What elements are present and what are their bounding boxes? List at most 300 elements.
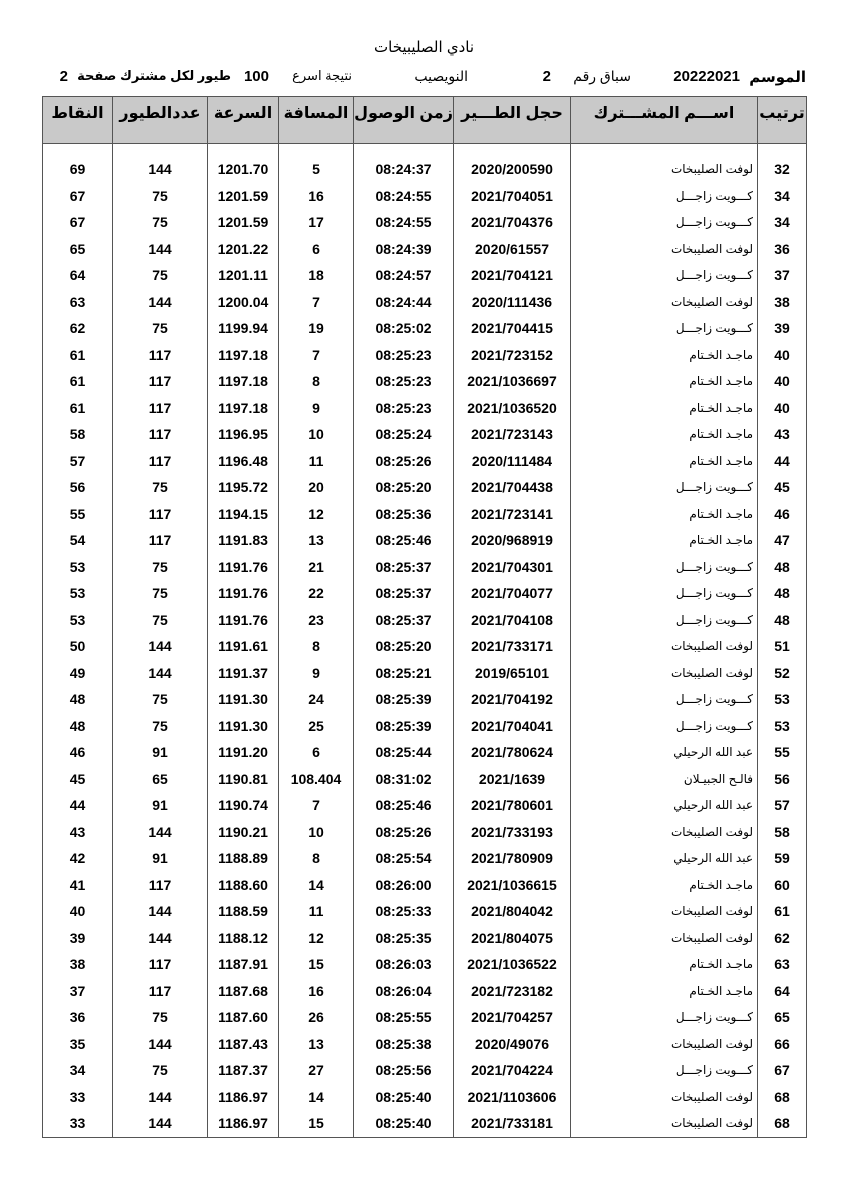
speed-cell: 1196.95 xyxy=(208,421,279,448)
rank-cell: 53 xyxy=(758,686,807,713)
table-row xyxy=(43,792,807,819)
table-row xyxy=(43,315,807,342)
ring-cell: 2021/1036697 xyxy=(454,368,571,395)
speed-cell: 1191.76 xyxy=(208,607,279,634)
distance-cell: 15 xyxy=(279,1110,354,1137)
speed-cell: 1191.30 xyxy=(208,686,279,713)
distance-cell: 12 xyxy=(279,501,354,528)
points-cell: 64 xyxy=(43,262,113,289)
speed-cell: 1199.94 xyxy=(208,315,279,342)
participant-cell: كـــويت زاجـــل xyxy=(571,209,758,236)
arrival-time-cell: 08:25:23 xyxy=(354,368,454,395)
participant-cell: ماجـد الخـتام xyxy=(571,395,758,422)
points-cell: 42 xyxy=(43,845,113,872)
birds-count-cell: 117 xyxy=(113,368,208,395)
table-row xyxy=(43,951,807,978)
arrival-time-cell: 08:25:39 xyxy=(354,713,454,740)
speed-cell: 1191.76 xyxy=(208,580,279,607)
distance-cell: 26 xyxy=(279,1004,354,1031)
participant-cell: عبد الله الرحيلي xyxy=(571,845,758,872)
birds-count-cell: 75 xyxy=(113,686,208,713)
spacer-cell xyxy=(758,144,807,157)
speed-cell: 1195.72 xyxy=(208,474,279,501)
speed-cell: 1191.20 xyxy=(208,739,279,766)
participant-cell: كـــويت زاجـــل xyxy=(571,713,758,740)
speed-cell: 1201.22 xyxy=(208,236,279,263)
speed-cell: 1186.97 xyxy=(208,1084,279,1111)
table-row xyxy=(43,845,807,872)
points-cell: 50 xyxy=(43,633,113,660)
ring-cell: 2021/723143 xyxy=(454,421,571,448)
table-row xyxy=(43,1004,807,1031)
distance-cell: 23 xyxy=(279,607,354,634)
table-row xyxy=(43,342,807,369)
ring-cell: 2019/65101 xyxy=(454,660,571,687)
points-cell: 44 xyxy=(43,792,113,819)
distance-cell: 7 xyxy=(279,792,354,819)
speed-cell: 1201.70 xyxy=(208,156,279,183)
arrival-time-cell: 08:25:40 xyxy=(354,1084,454,1111)
speed-cell: 1201.59 xyxy=(208,183,279,210)
ring-cell: 2021/733193 xyxy=(454,819,571,846)
points-cell: 55 xyxy=(43,501,113,528)
participant-cell: ماجـد الخـتام xyxy=(571,421,758,448)
spacer-cell xyxy=(454,144,571,157)
birds-count-cell: 144 xyxy=(113,1031,208,1058)
distance-cell: 10 xyxy=(279,819,354,846)
ring-cell: 2021/780601 xyxy=(454,792,571,819)
table-row xyxy=(43,1057,807,1084)
points-cell: 48 xyxy=(43,686,113,713)
birds-count-cell: 75 xyxy=(113,474,208,501)
ring-cell: 2021/733181 xyxy=(454,1110,571,1137)
ring-cell: 2021/1639 xyxy=(454,766,571,793)
arrival-time-cell: 08:25:37 xyxy=(354,554,454,581)
distance-cell: 7 xyxy=(279,342,354,369)
participant-cell: لوفت الصليبخات xyxy=(571,925,758,952)
arrival-time-cell: 08:25:54 xyxy=(354,845,454,872)
birds-count-cell: 144 xyxy=(113,819,208,846)
participant-cell: لوفت الصليبخات xyxy=(571,819,758,846)
speed-cell: 1190.81 xyxy=(208,766,279,793)
arrival-time-cell: 08:25:40 xyxy=(354,1110,454,1137)
participant-cell: ماجـد الخـتام xyxy=(571,448,758,475)
birds-count-cell: 144 xyxy=(113,633,208,660)
rank-cell: 65 xyxy=(758,1004,807,1031)
rank-cell: 61 xyxy=(758,898,807,925)
arrival-time-header: زمن الوصول xyxy=(354,97,454,144)
birds-count-cell: 117 xyxy=(113,978,208,1005)
birds-count-cell: 75 xyxy=(113,713,208,740)
participant-cell: كـــويت زاجـــل xyxy=(571,1057,758,1084)
speed-cell: 1194.15 xyxy=(208,501,279,528)
spacer-cell xyxy=(354,144,454,157)
participant-cell: كـــويت زاجـــل xyxy=(571,474,758,501)
participant-cell: لوفت الصليبخات xyxy=(571,1110,758,1137)
distance-cell: 15 xyxy=(279,951,354,978)
arrival-time-cell: 08:25:24 xyxy=(354,421,454,448)
participant-cell: لوفت الصليبخات xyxy=(571,633,758,660)
participant-cell: ماجـد الخـتام xyxy=(571,368,758,395)
arrival-time-cell: 08:25:20 xyxy=(354,633,454,660)
distance-cell: 6 xyxy=(279,236,354,263)
table-row xyxy=(43,554,807,581)
ring-cell: 2021/1103606 xyxy=(454,1084,571,1111)
points-cell: 62 xyxy=(43,315,113,342)
distance-cell: 20 xyxy=(279,474,354,501)
table-body xyxy=(43,144,807,1138)
rank-cell: 38 xyxy=(758,289,807,316)
ring-cell: 2020/111436 xyxy=(454,289,571,316)
participant-cell: كـــويت زاجـــل xyxy=(571,262,758,289)
arrival-time-cell: 08:25:02 xyxy=(354,315,454,342)
spacer-cell xyxy=(113,144,208,157)
distance-cell: 9 xyxy=(279,660,354,687)
spacer-row xyxy=(43,144,807,157)
table-row xyxy=(43,739,807,766)
speed-cell: 1187.68 xyxy=(208,978,279,1005)
rank-cell: 63 xyxy=(758,951,807,978)
speed-cell: 1186.97 xyxy=(208,1110,279,1137)
arrival-time-cell: 08:26:00 xyxy=(354,872,454,899)
distance-cell: 13 xyxy=(279,527,354,554)
spacer-cell xyxy=(279,144,354,157)
arrival-time-cell: 08:25:23 xyxy=(354,342,454,369)
arrival-time-cell: 08:25:26 xyxy=(354,819,454,846)
birds-count-cell: 65 xyxy=(113,766,208,793)
arrival-time-cell: 08:24:37 xyxy=(354,156,454,183)
rank-cell: 67 xyxy=(758,1057,807,1084)
distance-cell: 18 xyxy=(279,262,354,289)
table-row xyxy=(43,766,807,793)
birds-count-cell: 75 xyxy=(113,1057,208,1084)
participant-cell: كـــويت زاجـــل xyxy=(571,607,758,634)
arrival-time-cell: 08:25:55 xyxy=(354,1004,454,1031)
table-row xyxy=(43,872,807,899)
table-row xyxy=(43,686,807,713)
ring-cell: 2021/704301 xyxy=(454,554,571,581)
arrival-time-cell: 08:26:04 xyxy=(354,978,454,1005)
rank-cell: 45 xyxy=(758,474,807,501)
rank-cell: 43 xyxy=(758,421,807,448)
ring-cell: 2021/704438 xyxy=(454,474,571,501)
table-row xyxy=(43,183,807,210)
birds-count-cell: 117 xyxy=(113,501,208,528)
arrival-time-cell: 08:25:20 xyxy=(354,474,454,501)
table-row xyxy=(43,819,807,846)
ring-cell: 2020/200590 xyxy=(454,156,571,183)
participant-cell: كـــويت زاجـــل xyxy=(571,580,758,607)
speed-cell: 1190.74 xyxy=(208,792,279,819)
distance-cell: 8 xyxy=(279,845,354,872)
rank-cell: 39 xyxy=(758,315,807,342)
rank-cell: 47 xyxy=(758,527,807,554)
arrival-time-cell: 08:25:36 xyxy=(354,501,454,528)
arrival-time-cell: 08:26:03 xyxy=(354,951,454,978)
ring-cell: 2021/704108 xyxy=(454,607,571,634)
points-cell: 39 xyxy=(43,925,113,952)
points-cell: 33 xyxy=(43,1110,113,1137)
participant-cell: كـــويت زاجـــل xyxy=(571,554,758,581)
rank-cell: 58 xyxy=(758,819,807,846)
distance-cell: 21 xyxy=(279,554,354,581)
participant-cell: فالـح الجبيـلان xyxy=(571,766,758,793)
participant-cell: كـــويت زاجـــل xyxy=(571,183,758,210)
rank-cell: 60 xyxy=(758,872,807,899)
birds-count-cell: 75 xyxy=(113,183,208,210)
distance-cell: 27 xyxy=(279,1057,354,1084)
ring-cell: 2021/704051 xyxy=(454,183,571,210)
speed-cell: 1191.30 xyxy=(208,713,279,740)
rank-cell: 40 xyxy=(758,342,807,369)
table-row xyxy=(43,978,807,1005)
rank-cell: 40 xyxy=(758,395,807,422)
result-label: نتيجة اسرع xyxy=(292,68,352,83)
ring-cell: 2020/61557 xyxy=(454,236,571,263)
table-row xyxy=(43,368,807,395)
points-cell: 45 xyxy=(43,766,113,793)
rank-cell: 68 xyxy=(758,1084,807,1111)
rank-cell: 34 xyxy=(758,183,807,210)
table-row xyxy=(43,156,807,183)
rank-cell: 32 xyxy=(758,156,807,183)
speed-header: السرعة xyxy=(208,97,279,144)
ring-cell: 2020/111484 xyxy=(454,448,571,475)
table-row xyxy=(43,713,807,740)
table-row xyxy=(43,898,807,925)
birds-count-cell: 144 xyxy=(113,289,208,316)
table-row xyxy=(43,474,807,501)
participant-cell: ماجـد الخـتام xyxy=(571,342,758,369)
arrival-time-cell: 08:24:55 xyxy=(354,209,454,236)
birds-count-cell: 91 xyxy=(113,739,208,766)
table-row xyxy=(43,1110,807,1137)
birds-count-cell: 91 xyxy=(113,792,208,819)
ring-cell: 2021/704224 xyxy=(454,1057,571,1084)
ring-cell: 2020/968919 xyxy=(454,527,571,554)
points-cell: 35 xyxy=(43,1031,113,1058)
participant-cell: ماجـد الخـتام xyxy=(571,978,758,1005)
per-page-label: طيور لكل مشترك صفحة xyxy=(77,68,231,83)
arrival-time-cell: 08:25:35 xyxy=(354,925,454,952)
distance-cell: 8 xyxy=(279,368,354,395)
page-number: 2 xyxy=(59,68,68,85)
rank-cell: 68 xyxy=(758,1110,807,1137)
rank-cell: 53 xyxy=(758,713,807,740)
participant-cell: لوفت الصليبخات xyxy=(571,156,758,183)
ring-header: حجل الطـــير xyxy=(454,97,571,144)
points-cell: 41 xyxy=(43,872,113,899)
rank-cell: 48 xyxy=(758,580,807,607)
speed-cell: 1188.59 xyxy=(208,898,279,925)
points-cell: 61 xyxy=(43,395,113,422)
table-row xyxy=(43,580,807,607)
race-location: النويصيب xyxy=(414,68,468,84)
participant-cell: كـــويت زاجـــل xyxy=(571,1004,758,1031)
speed-cell: 1191.61 xyxy=(208,633,279,660)
points-cell: 40 xyxy=(43,898,113,925)
distance-cell: 22 xyxy=(279,580,354,607)
ring-cell: 2021/1036615 xyxy=(454,872,571,899)
birds-count-cell: 75 xyxy=(113,209,208,236)
distance-cell: 108.404 xyxy=(279,766,354,793)
speed-cell: 1187.91 xyxy=(208,951,279,978)
arrival-time-cell: 08:25:37 xyxy=(354,580,454,607)
distance-cell: 17 xyxy=(279,209,354,236)
table-row xyxy=(43,660,807,687)
speed-cell: 1197.18 xyxy=(208,342,279,369)
points-cell: 61 xyxy=(43,342,113,369)
club-title: نادي الصليبيخات xyxy=(374,39,474,56)
birds-count-header: عددالطيور xyxy=(113,97,208,144)
distance-cell: 10 xyxy=(279,421,354,448)
table-header-row xyxy=(43,97,807,144)
speed-cell: 1200.04 xyxy=(208,289,279,316)
speed-cell: 1197.18 xyxy=(208,395,279,422)
points-cell: 57 xyxy=(43,448,113,475)
participant-cell: لوفت الصليبخات xyxy=(571,289,758,316)
distance-cell: 6 xyxy=(279,739,354,766)
ring-cell: 2021/704121 xyxy=(454,262,571,289)
table-row xyxy=(43,262,807,289)
table-row xyxy=(43,209,807,236)
speed-cell: 1187.37 xyxy=(208,1057,279,1084)
arrival-time-cell: 08:25:46 xyxy=(354,527,454,554)
birds-count-cell: 144 xyxy=(113,1110,208,1137)
birds-count-cell: 117 xyxy=(113,951,208,978)
points-cell: 43 xyxy=(43,819,113,846)
participant-cell: لوفت الصليبخات xyxy=(571,236,758,263)
spacer-cell xyxy=(43,144,113,157)
participant-cell: عبد الله الرحيلي xyxy=(571,739,758,766)
birds-count-cell: 117 xyxy=(113,527,208,554)
spacer-cell xyxy=(571,144,758,157)
distance-header: المسافة xyxy=(279,97,354,144)
arrival-time-cell: 08:25:33 xyxy=(354,898,454,925)
birds-count-cell: 144 xyxy=(113,898,208,925)
birds-count-cell: 75 xyxy=(113,607,208,634)
birds-count-cell: 144 xyxy=(113,236,208,263)
rank-cell: 40 xyxy=(758,368,807,395)
arrival-time-cell: 08:25:21 xyxy=(354,660,454,687)
rank-header: ترتيب xyxy=(758,97,807,144)
arrival-time-cell: 08:24:44 xyxy=(354,289,454,316)
table-row xyxy=(43,1084,807,1111)
race-number: 2 xyxy=(542,68,551,85)
rank-cell: 37 xyxy=(758,262,807,289)
arrival-time-cell: 08:25:38 xyxy=(354,1031,454,1058)
points-cell: 63 xyxy=(43,289,113,316)
ring-cell: 2021/780624 xyxy=(454,739,571,766)
ring-cell: 2021/1036520 xyxy=(454,395,571,422)
participant-cell: كـــويت زاجـــل xyxy=(571,315,758,342)
points-cell: 49 xyxy=(43,660,113,687)
rank-cell: 66 xyxy=(758,1031,807,1058)
table-row xyxy=(43,1031,807,1058)
points-cell: 34 xyxy=(43,1057,113,1084)
table-row xyxy=(43,395,807,422)
participant-header: اســـم المشـــترك xyxy=(571,97,758,144)
arrival-time-cell: 08:24:39 xyxy=(354,236,454,263)
birds-count-cell: 75 xyxy=(113,554,208,581)
ring-cell: 2020/49076 xyxy=(454,1031,571,1058)
points-cell: 67 xyxy=(43,209,113,236)
speed-cell: 1188.89 xyxy=(208,845,279,872)
birds-count-cell: 117 xyxy=(113,342,208,369)
rank-cell: 59 xyxy=(758,845,807,872)
ring-cell: 2021/804042 xyxy=(454,898,571,925)
birds-count-cell: 117 xyxy=(113,395,208,422)
birds-count-cell: 144 xyxy=(113,660,208,687)
arrival-time-cell: 08:25:56 xyxy=(354,1057,454,1084)
points-cell: 53 xyxy=(43,607,113,634)
season-value: 20222021 xyxy=(673,68,740,85)
points-cell: 33 xyxy=(43,1084,113,1111)
rank-cell: 44 xyxy=(758,448,807,475)
distance-cell: 13 xyxy=(279,1031,354,1058)
distance-cell: 24 xyxy=(279,686,354,713)
speed-cell: 1191.37 xyxy=(208,660,279,687)
distance-cell: 14 xyxy=(279,1084,354,1111)
birds-count-cell: 144 xyxy=(113,156,208,183)
points-cell: 38 xyxy=(43,951,113,978)
table-row xyxy=(43,607,807,634)
table-row xyxy=(43,501,807,528)
points-cell: 65 xyxy=(43,236,113,263)
rank-cell: 48 xyxy=(758,554,807,581)
speed-cell: 1190.21 xyxy=(208,819,279,846)
distance-cell: 19 xyxy=(279,315,354,342)
speed-cell: 1188.60 xyxy=(208,872,279,899)
participant-cell: عبد الله الرحيلي xyxy=(571,792,758,819)
arrival-time-cell: 08:25:39 xyxy=(354,686,454,713)
ring-cell: 2021/723141 xyxy=(454,501,571,528)
arrival-time-cell: 08:25:37 xyxy=(354,607,454,634)
table-row xyxy=(43,633,807,660)
distance-cell: 12 xyxy=(279,925,354,952)
participant-cell: ماجـد الخـتام xyxy=(571,527,758,554)
birds-count-cell: 91 xyxy=(113,845,208,872)
speed-cell: 1197.18 xyxy=(208,368,279,395)
points-cell: 67 xyxy=(43,183,113,210)
spacer-cell xyxy=(208,144,279,157)
rank-cell: 56 xyxy=(758,766,807,793)
points-cell: 53 xyxy=(43,580,113,607)
points-cell: 37 xyxy=(43,978,113,1005)
race-label: سباق رقم xyxy=(573,68,631,84)
participant-cell: ماجـد الخـتام xyxy=(571,872,758,899)
distance-cell: 16 xyxy=(279,978,354,1005)
birds-count-cell: 75 xyxy=(113,580,208,607)
points-cell: 46 xyxy=(43,739,113,766)
participant-cell: لوفت الصليبخات xyxy=(571,1084,758,1111)
points-cell: 54 xyxy=(43,527,113,554)
speed-cell: 1187.60 xyxy=(208,1004,279,1031)
speed-cell: 1188.12 xyxy=(208,925,279,952)
distance-cell: 16 xyxy=(279,183,354,210)
birds-count-cell: 75 xyxy=(113,315,208,342)
table-row xyxy=(43,448,807,475)
points-cell: 36 xyxy=(43,1004,113,1031)
distance-cell: 5 xyxy=(279,156,354,183)
points-header: النقاط xyxy=(43,97,113,144)
speed-cell: 1191.76 xyxy=(208,554,279,581)
ring-cell: 2021/723182 xyxy=(454,978,571,1005)
arrival-time-cell: 08:31:02 xyxy=(354,766,454,793)
arrival-time-cell: 08:25:23 xyxy=(354,395,454,422)
rank-cell: 48 xyxy=(758,607,807,634)
table-row xyxy=(43,527,807,554)
